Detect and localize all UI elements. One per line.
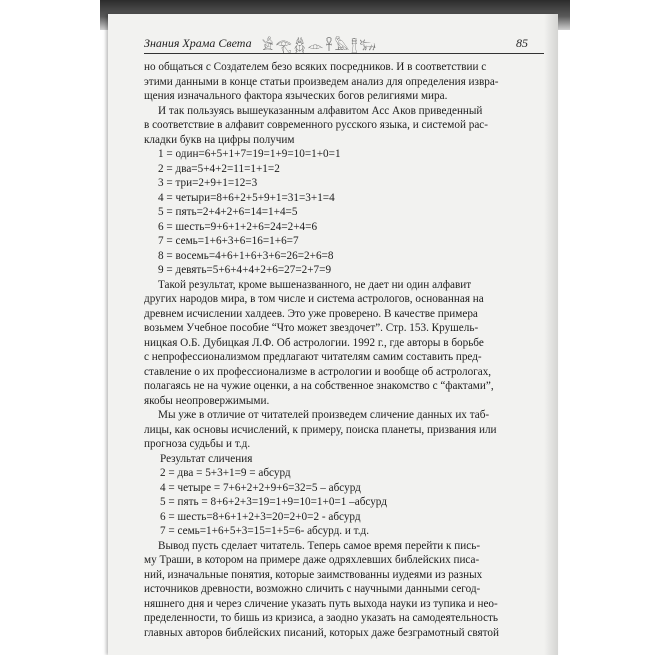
body-text <box>144 60 548 640</box>
text-line: но общаться с Создателем безо всяких посредников. И в соответствии с <box>144 61 487 73</box>
text-line: И так пользуясь вышеуказанным алфавитом Асс Аков приведенный <box>158 104 483 117</box>
text-line: полагаясь не на чужие оценки, а на собственное знакомство с “фактами”, <box>144 380 494 392</box>
text-line: главных авторов библейских писаний, которых даже безграмотный святой <box>144 626 499 639</box>
text-line: 5 = пять = 8+6+2+3=19=1+9=10=1+0=1 –абсурд <box>160 496 387 508</box>
paragraph <box>144 539 548 641</box>
page-number: 85 <box>516 36 528 50</box>
text-line: 2 = два = 5+3+1=9 = абсурд <box>160 467 291 479</box>
text-line: ницкая О.Б. Дубицкая Л.Ф. Об астрологии. 1992 г., где авторы в борьбе <box>144 336 484 349</box>
text-line: 1 = один=6+5+1+7=19=1+9=10=1+0=1 <box>158 148 341 160</box>
text-line: Мы уже в отличие от читателей произведем сличение данных их таб- <box>158 409 490 421</box>
paragraph <box>144 147 548 278</box>
text-line: других народов мира, в том числе и система астрологов, основанная на <box>144 293 484 305</box>
running-title: Знания Храма Света <box>144 36 252 50</box>
text-line: Вывод пусть сделает читатель. Теперь самое время перейти к пись- <box>158 539 481 552</box>
text-line: Результат сличения <box>160 452 253 465</box>
text-line: 4 = четыре = 7+6+2+2+9+6=32=5 – абсурд <box>160 481 361 494</box>
paragraph <box>144 60 548 104</box>
hieroglyph-ornament-icon: 𓀀𓂀𓆣𓁹𓋹𓅓𓊽𓃒 <box>262 38 378 53</box>
text-line: якобы неопровержимыми. <box>144 394 270 407</box>
page-header <box>144 36 544 54</box>
text-line: в соответствие в алфавит современного русского языка, и системой рас- <box>144 119 488 131</box>
text-line: этими данными в конце статьи произведем анализ для определения извра- <box>144 75 499 88</box>
text-line: ний, изначальные понятия, которые заимствованны иудеями из разных <box>144 568 483 581</box>
text-line: источников древности, возможно сличить с научными данными сегод- <box>144 583 481 595</box>
book-page <box>108 14 558 655</box>
text-line: 2 = два=5+4+2=11=1+1=2 <box>158 162 280 175</box>
text-line: 5 = пять=2+4+2+6=14=1+4=5 <box>158 206 298 218</box>
text-line: 3 = три=2+9+1=12=3 <box>158 177 258 189</box>
text-line: 4 = четыри=8+6+2+5+9+1=31=3+1=4 <box>158 191 335 204</box>
text-line: прогноза судьбы и т.д. <box>144 438 251 450</box>
paragraph <box>144 104 548 148</box>
text-line: пределенности, то бишь из кризиса, а заодно указать на самодеятельность <box>144 612 499 624</box>
paragraph <box>144 452 548 539</box>
text-line: лицы, как основы исчислений, к примеру, поиска планеты, призвания или <box>144 423 497 436</box>
text-line: с непрофессионализмом предлагают читателям самим составить пред- <box>144 351 482 363</box>
text-line: 9 = девять=5+6+4+4+2+6=27=2+7=9 <box>158 264 332 276</box>
text-line: 8 = восемь=4+6+1+6+3+6=26=2+6=8 <box>158 249 334 262</box>
text-line: няшнего дня и через сличение указать путь выхода науки из тупика и нео- <box>144 597 498 610</box>
text-line: 6 = шесть=9+6+1+2+6=24=2+4=6 <box>158 220 318 233</box>
paragraph <box>144 408 548 452</box>
paragraph <box>144 278 548 409</box>
text-line: древнем исчислении халдеев. Это уже проверено. В качестве примера <box>144 307 478 320</box>
text-line: му Траши, в котором на примере даже одряхлевших библейских писа- <box>144 554 480 566</box>
header-rule <box>144 53 544 54</box>
text-line: щения изначального фактора языческих богов религиями мира. <box>144 90 448 102</box>
text-line: кладки букв на цифры получим <box>144 133 295 146</box>
text-line: 7 = семь=1+6+5+3=15=1+5=6- абсурд. и т.д. <box>160 525 370 537</box>
text-line: ставление о их профессионализме в астрологии и вообще об астрологах, <box>144 365 492 378</box>
text-line: Такой результат, кроме вышеназванного, не дает ни один алфавит <box>158 278 472 291</box>
text-line: 7 = семь=1+6+3+6=16=1+6=7 <box>158 235 299 247</box>
text-line: 6 = шесть=8+6+1+2+3=20=2+0=2 - абсурд <box>160 510 361 523</box>
text-line: возьмем Учебное пособие “Что может звездочет”. Стр. 153. Крушель- <box>144 322 479 334</box>
